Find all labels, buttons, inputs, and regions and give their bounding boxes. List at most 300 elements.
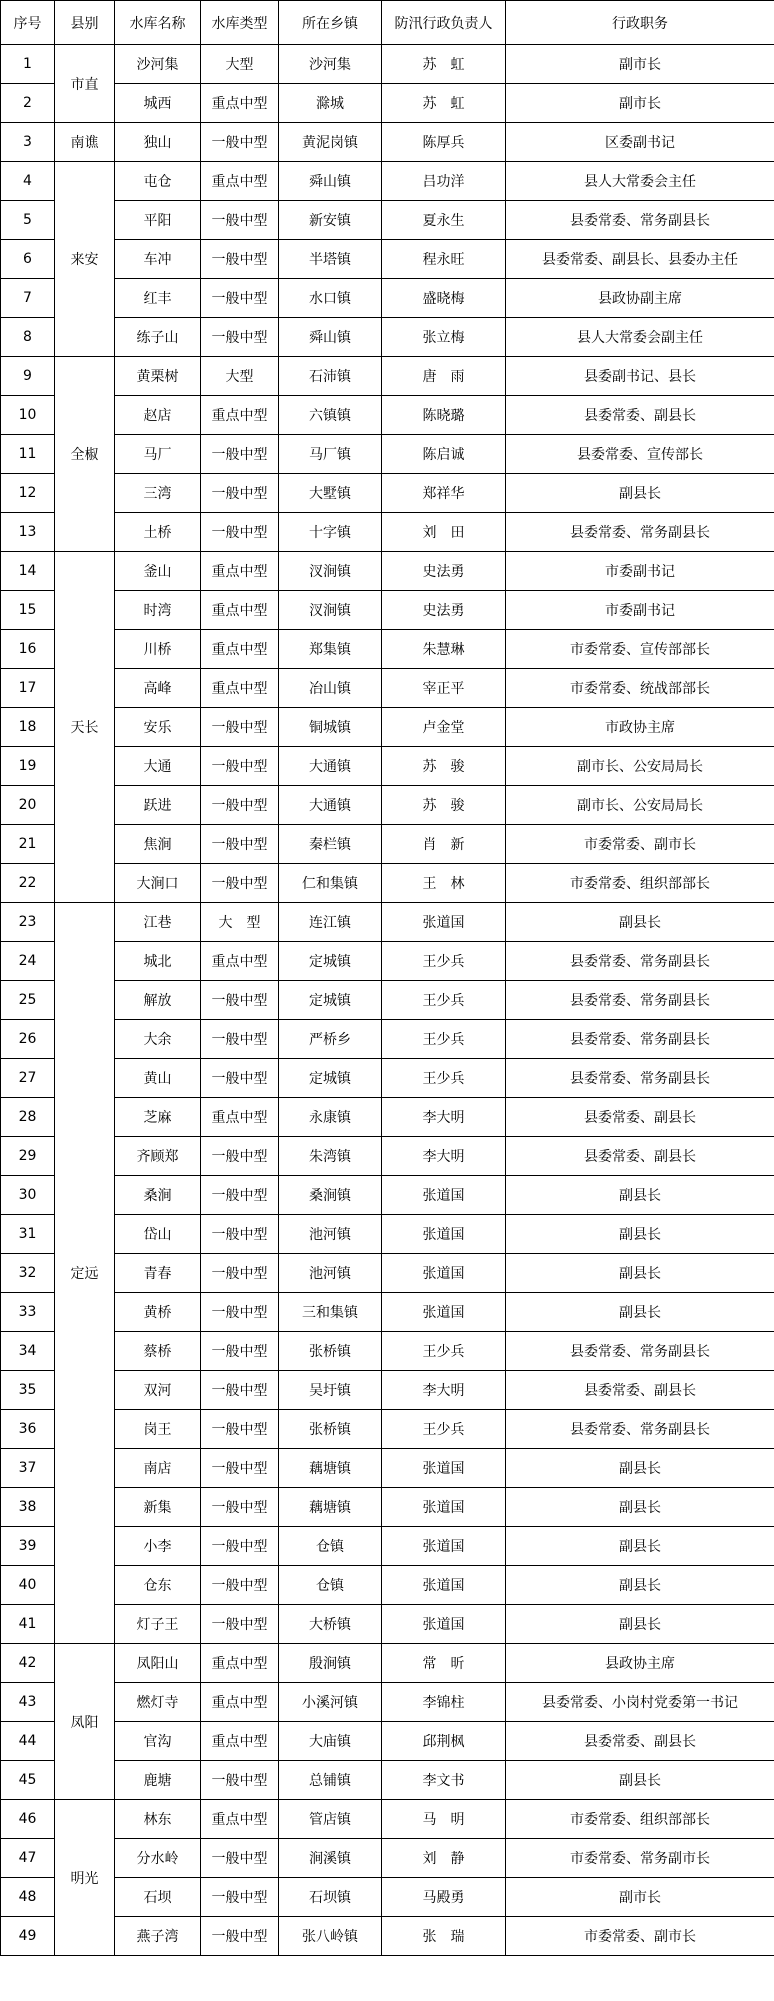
cell-index: 26: [1, 1020, 55, 1059]
cell-reservoir-type: 一般中型: [201, 1410, 279, 1449]
cell-flood-control-leader: 陈启诚: [382, 435, 506, 474]
cell-reservoir-name: 独山: [115, 123, 201, 162]
cell-reservoir-name: 桑涧: [115, 1176, 201, 1215]
cell-administrative-position: 副县长: [506, 1254, 774, 1293]
cell-reservoir-type: 一般中型: [201, 1566, 279, 1605]
cell-reservoir-type: 一般中型: [201, 1917, 279, 1956]
cell-county: 凤阳: [55, 1644, 115, 1800]
cell-flood-control-leader: 王少兵: [382, 1059, 506, 1098]
cell-flood-control-leader: 唐 雨: [382, 357, 506, 396]
cell-reservoir-type: 一般中型: [201, 474, 279, 513]
cell-index: 4: [1, 162, 55, 201]
cell-administrative-position: 县政协主席: [506, 1644, 774, 1683]
cell-reservoir-name: 赵店: [115, 396, 201, 435]
cell-flood-control-leader: 王 林: [382, 864, 506, 903]
table-row: [1, 1410, 774, 1449]
cell-index: 18: [1, 708, 55, 747]
cell-flood-control-leader: 王少兵: [382, 942, 506, 981]
table-row: [1, 1878, 774, 1917]
cell-flood-control-leader: 张道国: [382, 1527, 506, 1566]
cell-reservoir-name: 林东: [115, 1800, 201, 1839]
cell-township: 涧溪镇: [279, 1839, 382, 1878]
cell-index: 12: [1, 474, 55, 513]
cell-reservoir-type: 一般中型: [201, 1332, 279, 1371]
cell-reservoir-type: 一般中型: [201, 786, 279, 825]
cell-township: 张八岭镇: [279, 1917, 382, 1956]
cell-administrative-position: 副市长: [506, 84, 774, 123]
cell-township: 黄泥岗镇: [279, 123, 382, 162]
table-row: [1, 1215, 774, 1254]
cell-administrative-position: 副市长、公安局局长: [506, 786, 774, 825]
cell-reservoir-name: 仓东: [115, 1566, 201, 1605]
cell-township: 新安镇: [279, 201, 382, 240]
cell-reservoir-name: 平阳: [115, 201, 201, 240]
cell-reservoir-name: 黄栗树: [115, 357, 201, 396]
cell-flood-control-leader: 李大明: [382, 1371, 506, 1410]
cell-township: 铜城镇: [279, 708, 382, 747]
cell-administrative-position: 副县长: [506, 1215, 774, 1254]
cell-flood-control-leader: 王少兵: [382, 981, 506, 1020]
cell-township: 池河镇: [279, 1254, 382, 1293]
cell-reservoir-type: 一般中型: [201, 747, 279, 786]
cell-township: 石坝镇: [279, 1878, 382, 1917]
cell-reservoir-type: 重点中型: [201, 591, 279, 630]
cell-index: 14: [1, 552, 55, 591]
cell-reservoir-type: 一般中型: [201, 435, 279, 474]
cell-reservoir-name: 练子山: [115, 318, 201, 357]
cell-township: 汊涧镇: [279, 552, 382, 591]
cell-reservoir-name: 双河: [115, 1371, 201, 1410]
cell-reservoir-name: 芝麻: [115, 1098, 201, 1137]
cell-flood-control-leader: 程永旺: [382, 240, 506, 279]
cell-reservoir-name: 焦涧: [115, 825, 201, 864]
cell-township: 马厂镇: [279, 435, 382, 474]
cell-reservoir-type: 一般中型: [201, 1020, 279, 1059]
cell-reservoir-type: 一般中型: [201, 825, 279, 864]
table-row: [1, 435, 774, 474]
cell-township: 水口镇: [279, 279, 382, 318]
cell-reservoir-type: 一般中型: [201, 864, 279, 903]
cell-flood-control-leader: 王少兵: [382, 1332, 506, 1371]
cell-township: 管店镇: [279, 1800, 382, 1839]
cell-reservoir-name: 马厂: [115, 435, 201, 474]
table-row: [1, 591, 774, 630]
cell-flood-control-leader: 张道国: [382, 1176, 506, 1215]
cell-reservoir-name: 大通: [115, 747, 201, 786]
table-row: [1, 1137, 774, 1176]
cell-administrative-position: 县委常委、常务副县长: [506, 1020, 774, 1059]
cell-index: 10: [1, 396, 55, 435]
cell-administrative-position: 市委常委、组织部部长: [506, 864, 774, 903]
cell-index: 20: [1, 786, 55, 825]
cell-township: 张桥镇: [279, 1332, 382, 1371]
cell-township: 仁和集镇: [279, 864, 382, 903]
cell-township: 石沛镇: [279, 357, 382, 396]
cell-index: 36: [1, 1410, 55, 1449]
table-row: [1, 1683, 774, 1722]
cell-county: 定远: [55, 903, 115, 1644]
cell-administrative-position: 县委常委、宣传部长: [506, 435, 774, 474]
cell-reservoir-type: 重点中型: [201, 396, 279, 435]
cell-reservoir-type: 重点中型: [201, 1722, 279, 1761]
cell-index: 1: [1, 45, 55, 84]
cell-administrative-position: 副县长: [506, 1761, 774, 1800]
cell-township: 张桥镇: [279, 1410, 382, 1449]
cell-administrative-position: 市委副书记: [506, 591, 774, 630]
cell-township: 大通镇: [279, 786, 382, 825]
cell-reservoir-type: 一般中型: [201, 1839, 279, 1878]
cell-reservoir-name: 燃灯寺: [115, 1683, 201, 1722]
cell-flood-control-leader: 张道国: [382, 1488, 506, 1527]
cell-reservoir-type: 重点中型: [201, 84, 279, 123]
table-row: [1, 1371, 774, 1410]
cell-reservoir-name: 安乐: [115, 708, 201, 747]
cell-reservoir-type: 重点中型: [201, 942, 279, 981]
cell-reservoir-type: 一般中型: [201, 1527, 279, 1566]
cell-township: 大桥镇: [279, 1605, 382, 1644]
cell-reservoir-name: 城西: [115, 84, 201, 123]
cell-flood-control-leader: 郑祥华: [382, 474, 506, 513]
cell-administrative-position: 县政协副主席: [506, 279, 774, 318]
cell-administrative-position: 市委常委、宣传部部长: [506, 630, 774, 669]
cell-township: 十字镇: [279, 513, 382, 552]
cell-administrative-position: 副县长: [506, 1566, 774, 1605]
cell-township: 定城镇: [279, 1059, 382, 1098]
cell-reservoir-name: 沙河集: [115, 45, 201, 84]
cell-township: 藕塘镇: [279, 1449, 382, 1488]
cell-flood-control-leader: 宰正平: [382, 669, 506, 708]
cell-administrative-position: 副县长: [506, 1527, 774, 1566]
cell-reservoir-name: 齐顾郑: [115, 1137, 201, 1176]
cell-reservoir-name: 土桥: [115, 513, 201, 552]
cell-flood-control-leader: 吕功洋: [382, 162, 506, 201]
cell-reservoir-type: 重点中型: [201, 1800, 279, 1839]
cell-flood-control-leader: 马殿勇: [382, 1878, 506, 1917]
table-row: [1, 45, 774, 84]
cell-administrative-position: 县委常委、小岗村党委第一书记: [506, 1683, 774, 1722]
cell-township: 大通镇: [279, 747, 382, 786]
cell-reservoir-type: 一般中型: [201, 318, 279, 357]
cell-township: 仓镇: [279, 1527, 382, 1566]
cell-index: 28: [1, 1098, 55, 1137]
cell-index: 15: [1, 591, 55, 630]
cell-index: 5: [1, 201, 55, 240]
cell-reservoir-type: 一般中型: [201, 1059, 279, 1098]
cell-reservoir-type: 一般中型: [201, 1137, 279, 1176]
cell-reservoir-name: 大涧口: [115, 864, 201, 903]
cell-township: 舜山镇: [279, 318, 382, 357]
cell-administrative-position: 副县长: [506, 1605, 774, 1644]
cell-township: 定城镇: [279, 981, 382, 1020]
cell-reservoir-type: 一般中型: [201, 1488, 279, 1527]
table-row: [1, 1644, 774, 1683]
cell-reservoir-name: 灯子王: [115, 1605, 201, 1644]
cell-reservoir-type: 一般中型: [201, 1176, 279, 1215]
cell-administrative-position: 区委副书记: [506, 123, 774, 162]
cell-administrative-position: 县委常委、副县长: [506, 1137, 774, 1176]
cell-township: 总铺镇: [279, 1761, 382, 1800]
cell-township: 朱湾镇: [279, 1137, 382, 1176]
cell-administrative-position: 副县长: [506, 1488, 774, 1527]
cell-reservoir-name: 岱山: [115, 1215, 201, 1254]
cell-township: 半塔镇: [279, 240, 382, 279]
cell-reservoir-name: 小李: [115, 1527, 201, 1566]
cell-administrative-position: 市委常委、统战部部长: [506, 669, 774, 708]
cell-county: 来安: [55, 162, 115, 357]
cell-index: 25: [1, 981, 55, 1020]
cell-administrative-position: 副市长、公安局局长: [506, 747, 774, 786]
cell-reservoir-name: 分水岭: [115, 1839, 201, 1878]
cell-reservoir-name: 屯仓: [115, 162, 201, 201]
cell-flood-control-leader: 常 昕: [382, 1644, 506, 1683]
table-row: [1, 1917, 774, 1956]
cell-administrative-position: 市委常委、副市长: [506, 825, 774, 864]
cell-reservoir-type: 重点中型: [201, 630, 279, 669]
cell-reservoir-type: 一般中型: [201, 1215, 279, 1254]
header-index: 序号: [1, 1, 55, 45]
cell-township: 秦栏镇: [279, 825, 382, 864]
table-row: [1, 786, 774, 825]
cell-administrative-position: 副市长: [506, 45, 774, 84]
table-row: [1, 1488, 774, 1527]
cell-index: 17: [1, 669, 55, 708]
cell-flood-control-leader: 张 瑞: [382, 1917, 506, 1956]
cell-flood-control-leader: 张立梅: [382, 318, 506, 357]
cell-reservoir-name: 官沟: [115, 1722, 201, 1761]
cell-index: 2: [1, 84, 55, 123]
cell-administrative-position: 市委常委、常务副市长: [506, 1839, 774, 1878]
cell-flood-control-leader: 卢金堂: [382, 708, 506, 747]
table-row: [1, 1722, 774, 1761]
table-row: [1, 357, 774, 396]
cell-administrative-position: 县委常委、副县长: [506, 1098, 774, 1137]
cell-reservoir-name: 鹿塘: [115, 1761, 201, 1800]
cell-flood-control-leader: 邱荆枫: [382, 1722, 506, 1761]
cell-administrative-position: 副市长: [506, 1878, 774, 1917]
cell-index: 3: [1, 123, 55, 162]
table-row: [1, 942, 774, 981]
cell-reservoir-name: 解放: [115, 981, 201, 1020]
cell-reservoir-name: 城北: [115, 942, 201, 981]
table-row: [1, 708, 774, 747]
cell-index: 7: [1, 279, 55, 318]
table-row: [1, 279, 774, 318]
cell-reservoir-name: 黄桥: [115, 1293, 201, 1332]
table-row: [1, 1605, 774, 1644]
table-row: [1, 1527, 774, 1566]
table-row: [1, 123, 774, 162]
cell-county: 市直: [55, 45, 115, 123]
cell-administrative-position: 县委常委、常务副县长: [506, 201, 774, 240]
cell-flood-control-leader: 王少兵: [382, 1020, 506, 1059]
table-row: [1, 1800, 774, 1839]
cell-township: 吴圩镇: [279, 1371, 382, 1410]
cell-index: 46: [1, 1800, 55, 1839]
table-row: [1, 162, 774, 201]
table-row: [1, 84, 774, 123]
cell-township: 桑涧镇: [279, 1176, 382, 1215]
cell-reservoir-name: 车冲: [115, 240, 201, 279]
cell-township: 小溪河镇: [279, 1683, 382, 1722]
cell-administrative-position: 县委副书记、县长: [506, 357, 774, 396]
cell-township: 大墅镇: [279, 474, 382, 513]
table-row: [1, 1176, 774, 1215]
cell-flood-control-leader: 张道国: [382, 1254, 506, 1293]
cell-index: 44: [1, 1722, 55, 1761]
cell-index: 40: [1, 1566, 55, 1605]
cell-administrative-position: 县委常委、常务副县长: [506, 1410, 774, 1449]
cell-index: 43: [1, 1683, 55, 1722]
cell-administrative-position: 市委常委、副市长: [506, 1917, 774, 1956]
cell-flood-control-leader: 苏 骏: [382, 786, 506, 825]
cell-flood-control-leader: 张道国: [382, 1566, 506, 1605]
cell-flood-control-leader: 李大明: [382, 1098, 506, 1137]
cell-flood-control-leader: 王少兵: [382, 1410, 506, 1449]
table-row: [1, 318, 774, 357]
header-county: 县别: [55, 1, 115, 45]
cell-flood-control-leader: 张道国: [382, 1605, 506, 1644]
cell-index: 35: [1, 1371, 55, 1410]
cell-township: 严桥乡: [279, 1020, 382, 1059]
table-row: [1, 747, 774, 786]
cell-township: 大庙镇: [279, 1722, 382, 1761]
cell-township: 定城镇: [279, 942, 382, 981]
cell-county: 天长: [55, 552, 115, 903]
cell-administrative-position: 副县长: [506, 1449, 774, 1488]
table-row: [1, 825, 774, 864]
cell-township: 三和集镇: [279, 1293, 382, 1332]
cell-flood-control-leader: 马 明: [382, 1800, 506, 1839]
cell-township: 沙河集: [279, 45, 382, 84]
cell-reservoir-name: 川桥: [115, 630, 201, 669]
cell-reservoir-type: 重点中型: [201, 162, 279, 201]
cell-administrative-position: 县委常委、常务副县长: [506, 981, 774, 1020]
cell-reservoir-type: 一般中型: [201, 1605, 279, 1644]
cell-index: 6: [1, 240, 55, 279]
table-row: [1, 903, 774, 942]
cell-reservoir-type: 一般中型: [201, 708, 279, 747]
cell-reservoir-name: 黄山: [115, 1059, 201, 1098]
cell-reservoir-name: 大余: [115, 1020, 201, 1059]
cell-administrative-position: 县人大常委会主任: [506, 162, 774, 201]
cell-index: 23: [1, 903, 55, 942]
cell-reservoir-name: 青春: [115, 1254, 201, 1293]
table-row: [1, 1839, 774, 1878]
cell-administrative-position: 县委常委、常务副县长: [506, 513, 774, 552]
cell-reservoir-name: 时湾: [115, 591, 201, 630]
table-row: [1, 513, 774, 552]
cell-administrative-position: 市政协主席: [506, 708, 774, 747]
cell-flood-control-leader: 张道国: [382, 903, 506, 942]
cell-index: 21: [1, 825, 55, 864]
cell-administrative-position: 副县长: [506, 1176, 774, 1215]
cell-index: 31: [1, 1215, 55, 1254]
cell-reservoir-name: 釜山: [115, 552, 201, 591]
cell-reservoir-name: 岗王: [115, 1410, 201, 1449]
cell-index: 11: [1, 435, 55, 474]
cell-reservoir-type: 一般中型: [201, 513, 279, 552]
cell-index: 48: [1, 1878, 55, 1917]
cell-flood-control-leader: 刘 田: [382, 513, 506, 552]
cell-reservoir-type: 重点中型: [201, 1683, 279, 1722]
cell-flood-control-leader: 陈厚兵: [382, 123, 506, 162]
cell-reservoir-name: 新集: [115, 1488, 201, 1527]
table-row: [1, 1059, 774, 1098]
cell-administrative-position: 县委常委、副县长: [506, 1722, 774, 1761]
cell-flood-control-leader: 盛晓梅: [382, 279, 506, 318]
cell-index: 34: [1, 1332, 55, 1371]
cell-flood-control-leader: 陈晓璐: [382, 396, 506, 435]
cell-township: 汊涧镇: [279, 591, 382, 630]
header-reservoir-type: 水库类型: [201, 1, 279, 45]
cell-township: 六镇镇: [279, 396, 382, 435]
cell-county: 南谯: [55, 123, 115, 162]
cell-reservoir-type: 一般中型: [201, 123, 279, 162]
cell-administrative-position: 副县长: [506, 1293, 774, 1332]
cell-county: 明光: [55, 1800, 115, 1956]
cell-reservoir-type: 一般中型: [201, 1878, 279, 1917]
table-row: [1, 1566, 774, 1605]
cell-flood-control-leader: 李大明: [382, 1137, 506, 1176]
cell-reservoir-type: 重点中型: [201, 1644, 279, 1683]
cell-index: 45: [1, 1761, 55, 1800]
cell-reservoir-name: 凤阳山: [115, 1644, 201, 1683]
cell-flood-control-leader: 苏 虹: [382, 45, 506, 84]
cell-index: 33: [1, 1293, 55, 1332]
cell-reservoir-name: 三湾: [115, 474, 201, 513]
cell-reservoir-name: 红丰: [115, 279, 201, 318]
cell-administrative-position: 县人大常委会副主任: [506, 318, 774, 357]
cell-reservoir-type: 一般中型: [201, 1293, 279, 1332]
cell-reservoir-type: 一般中型: [201, 1761, 279, 1800]
table-row: [1, 630, 774, 669]
cell-index: 39: [1, 1527, 55, 1566]
cell-administrative-position: 副县长: [506, 474, 774, 513]
cell-township: 滁城: [279, 84, 382, 123]
cell-reservoir-name: 高峰: [115, 669, 201, 708]
cell-township: 池河镇: [279, 1215, 382, 1254]
cell-administrative-position: 副县长: [506, 903, 774, 942]
cell-reservoir-type: 大型: [201, 357, 279, 396]
table-row: [1, 1254, 774, 1293]
cell-township: 藕塘镇: [279, 1488, 382, 1527]
cell-township: 冶山镇: [279, 669, 382, 708]
cell-administrative-position: 县委常委、副县长、县委办主任: [506, 240, 774, 279]
table-row: [1, 201, 774, 240]
table-row: [1, 474, 774, 513]
cell-flood-control-leader: 史法勇: [382, 552, 506, 591]
cell-reservoir-type: 重点中型: [201, 669, 279, 708]
cell-flood-control-leader: 张道国: [382, 1215, 506, 1254]
cell-reservoir-type: 一般中型: [201, 1371, 279, 1410]
cell-reservoir-type: 一般中型: [201, 1449, 279, 1488]
cell-township: 舜山镇: [279, 162, 382, 201]
cell-township: 连江镇: [279, 903, 382, 942]
cell-reservoir-name: 蔡桥: [115, 1332, 201, 1371]
header-row: [1, 1, 774, 45]
cell-index: 30: [1, 1176, 55, 1215]
table-row: [1, 1020, 774, 1059]
cell-reservoir-type: 一般中型: [201, 981, 279, 1020]
cell-flood-control-leader: 史法勇: [382, 591, 506, 630]
cell-administrative-position: 县委常委、副县长: [506, 396, 774, 435]
cell-flood-control-leader: 刘 静: [382, 1839, 506, 1878]
table-row: [1, 552, 774, 591]
table-row: [1, 864, 774, 903]
cell-reservoir-type: 大型: [201, 45, 279, 84]
table-row: [1, 240, 774, 279]
cell-township: 殷涧镇: [279, 1644, 382, 1683]
